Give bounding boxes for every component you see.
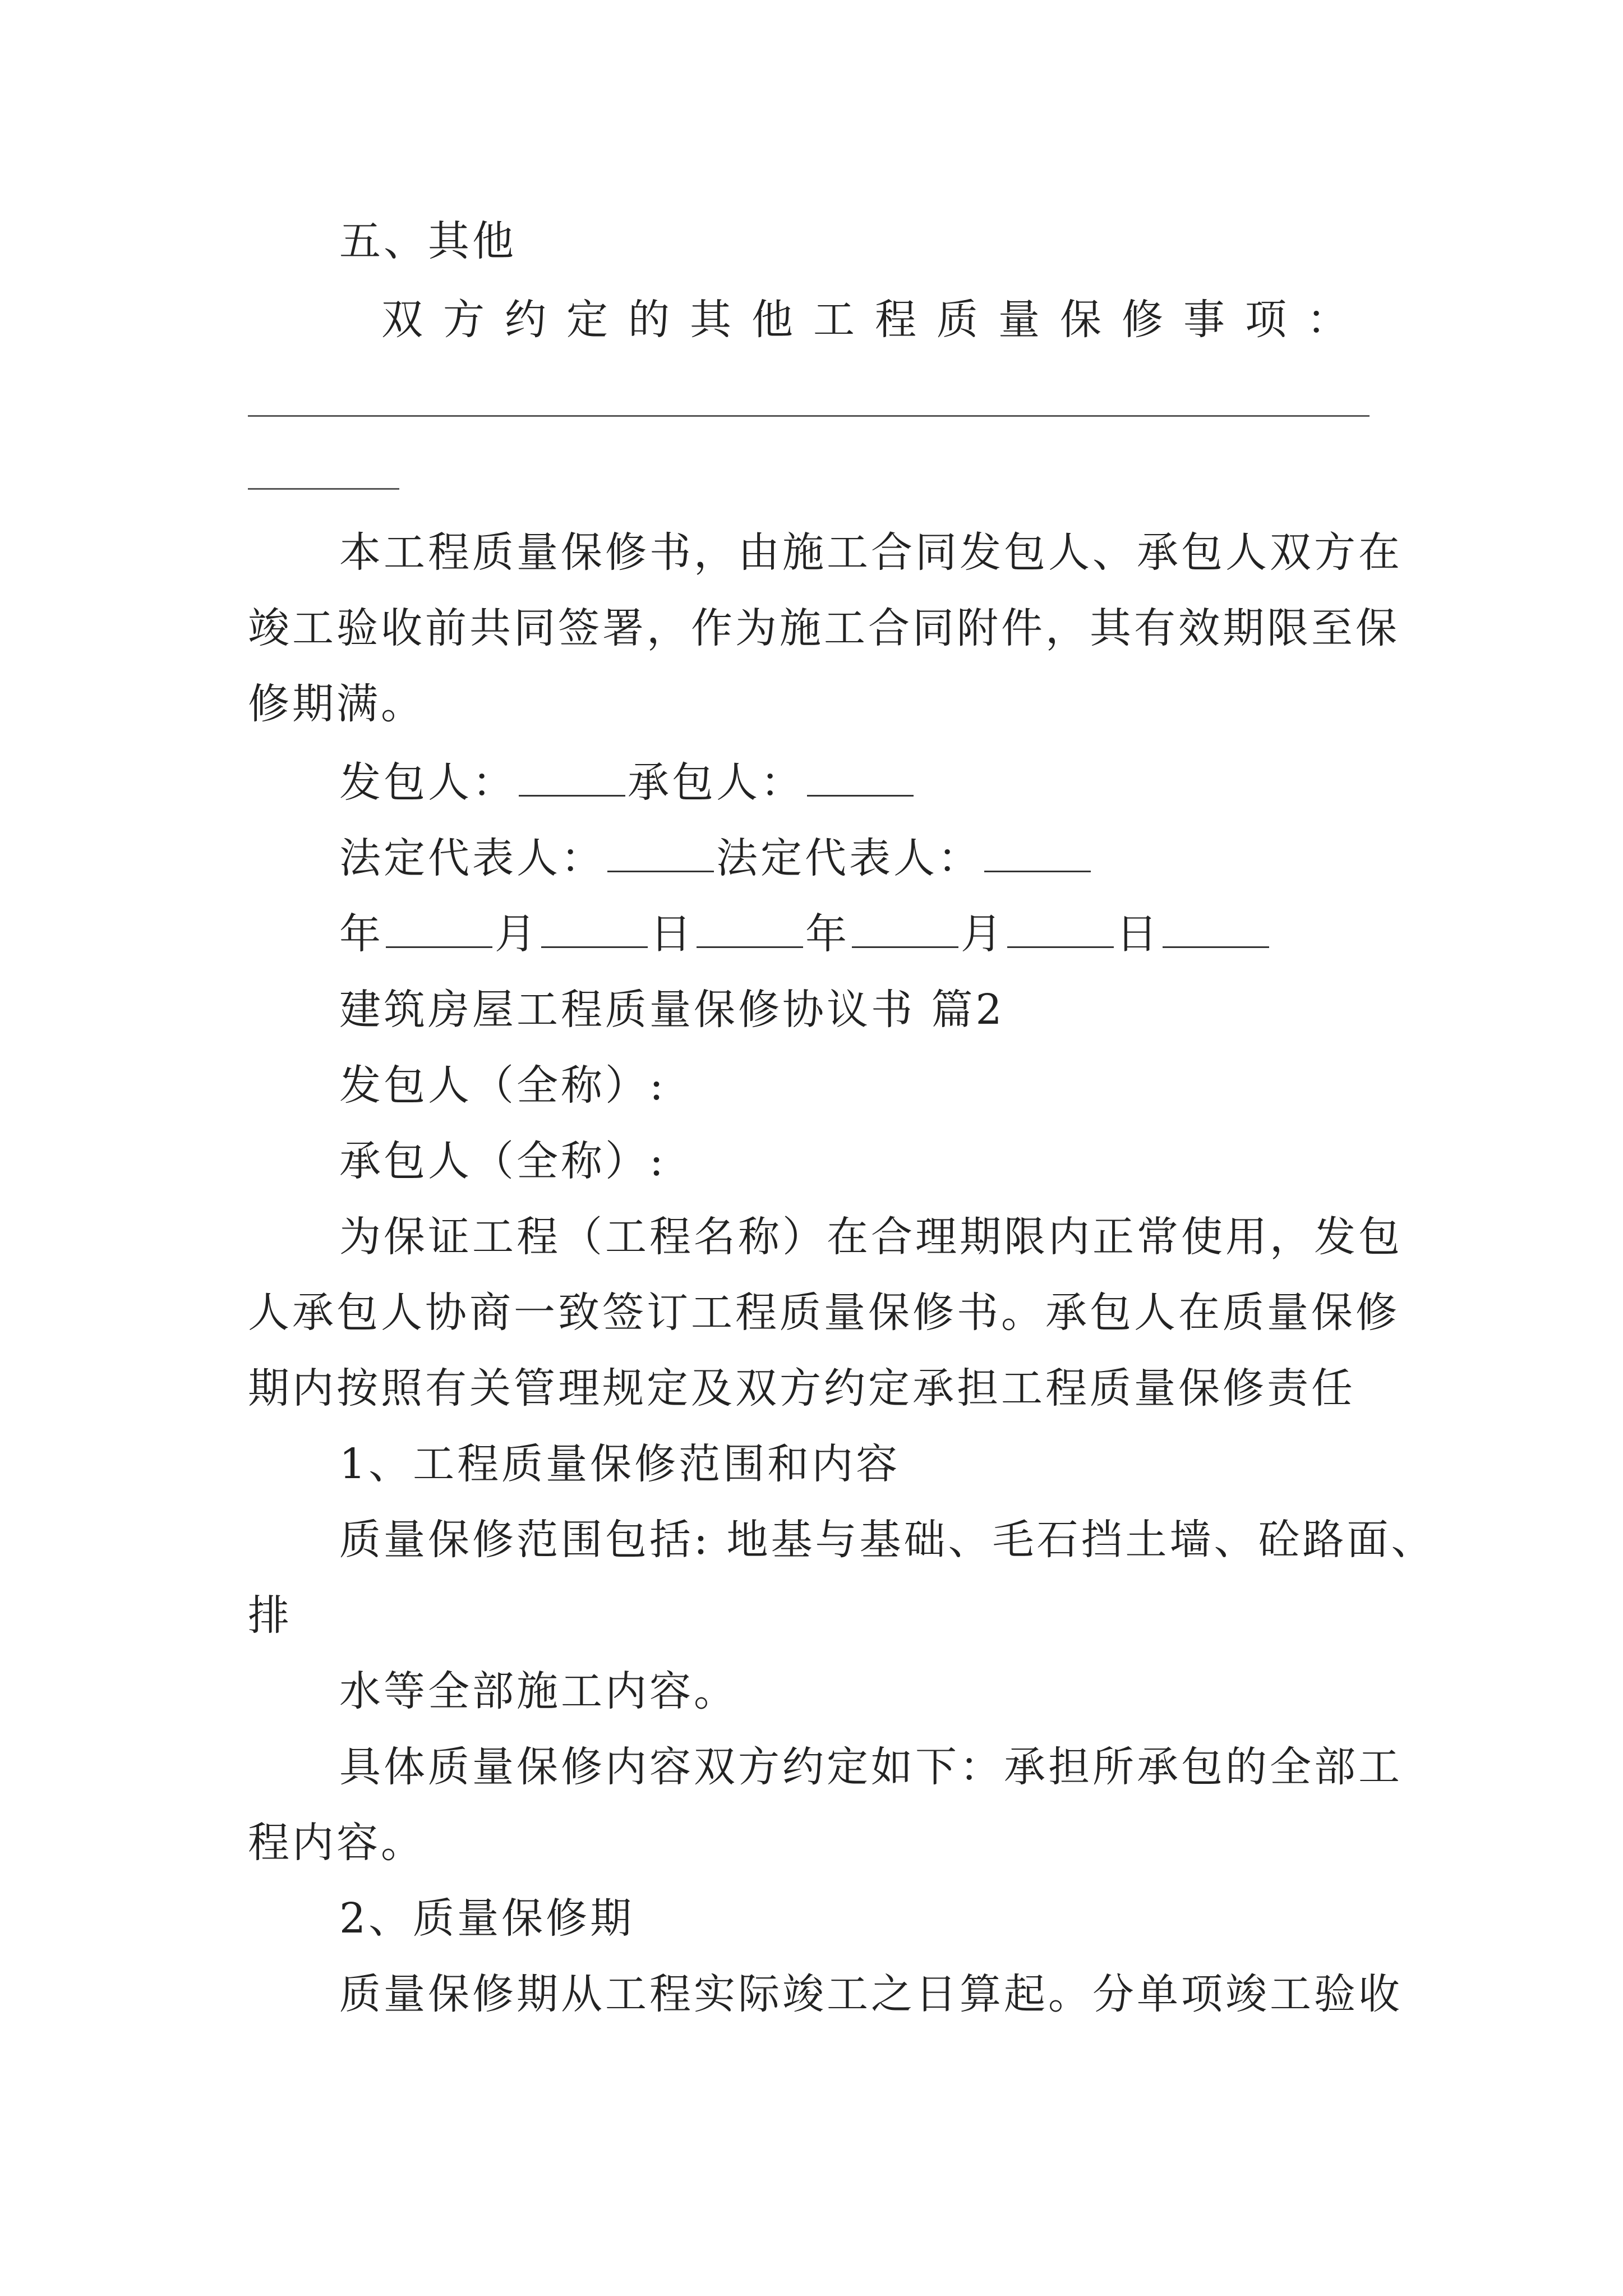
scope-line-2: 排 bbox=[248, 1591, 292, 1640]
intro-line-1: 为保证工程（工程名称）在合理期限内正常使用，发包 bbox=[339, 1213, 1403, 1261]
contractor-fullname-label: 承包人（全称）: bbox=[339, 1137, 666, 1185]
contractor-rep-blank bbox=[984, 831, 1091, 872]
period-line-1: 质量保修期从工程实际竣工之日算起。分单项竣工验收 bbox=[339, 1970, 1403, 2018]
employer-fullname-label: 发包人（全称）: bbox=[339, 1061, 666, 1110]
intro-line-2: 人承包人协商一致签订工程质量保修书。承包人在质量保修 bbox=[248, 1289, 1400, 1337]
closing-paragraph-line-2: 竣工验收前共同签署，作为施工合同附件，其有效期限至保 bbox=[248, 604, 1400, 652]
contractor-rep-label: 法定代表人： bbox=[716, 834, 982, 882]
signature-dates-line bbox=[339, 906, 1271, 962]
month-label: 月 bbox=[495, 910, 539, 958]
employer-rep-label: 法定代表人： bbox=[339, 834, 605, 882]
contractor-blank bbox=[807, 756, 914, 797]
employer-label: 发包人： bbox=[339, 758, 517, 807]
contractor-label: 承包人： bbox=[628, 758, 805, 807]
other-matters-label: 双方约定的其他工程质量保修事项： bbox=[381, 296, 1368, 344]
day-blank bbox=[697, 907, 803, 948]
month-blank-2 bbox=[1007, 907, 1114, 948]
day-blank-2 bbox=[1163, 907, 1269, 948]
closing-paragraph-line-3: 修期满。 bbox=[248, 680, 425, 728]
closing-paragraph-line-1: 本工程质量保修书，由施工合同发包人、承包人双方在 bbox=[339, 528, 1403, 577]
intro-line-3: 期内按照有关管理规定及双方约定承担工程质量保修责任 bbox=[248, 1364, 1355, 1412]
section-five-heading: 五、其他 bbox=[339, 217, 517, 265]
article-2-title: 建筑房屋工程质量保修协议书 篇2 bbox=[339, 986, 1005, 1034]
employer-rep-blank bbox=[607, 831, 714, 872]
scope-line-3: 水等全部施工内容。 bbox=[339, 1667, 738, 1715]
item-1-heading: 1、工程质量保修范围和内容 bbox=[339, 1440, 901, 1488]
year-label: 年 bbox=[339, 910, 384, 958]
month-blank bbox=[541, 907, 648, 948]
year-label-2: 年 bbox=[805, 910, 850, 958]
month-label-2: 月 bbox=[961, 910, 1005, 958]
fill-in-line-long bbox=[248, 415, 1370, 417]
day-label-2: 日 bbox=[1116, 910, 1160, 958]
year-blank-2 bbox=[852, 907, 958, 948]
content-line-1: 具体质量保修内容双方约定如下：承担所承包的全部工 bbox=[339, 1743, 1403, 1791]
signature-parties-line bbox=[339, 754, 916, 811]
scope-line-1: 质量保修范围包括: 地基与基础、毛石挡土墙、砼路面、 bbox=[339, 1516, 1436, 1564]
employer-blank bbox=[519, 756, 625, 797]
item-2-heading: 2、质量保修期 bbox=[339, 1894, 635, 1943]
signature-representatives-line bbox=[339, 830, 1093, 886]
day-label: 日 bbox=[650, 910, 694, 958]
content-line-2: 程内容。 bbox=[248, 1819, 425, 1867]
year-blank bbox=[386, 907, 492, 948]
fill-in-line-short bbox=[248, 488, 399, 490]
